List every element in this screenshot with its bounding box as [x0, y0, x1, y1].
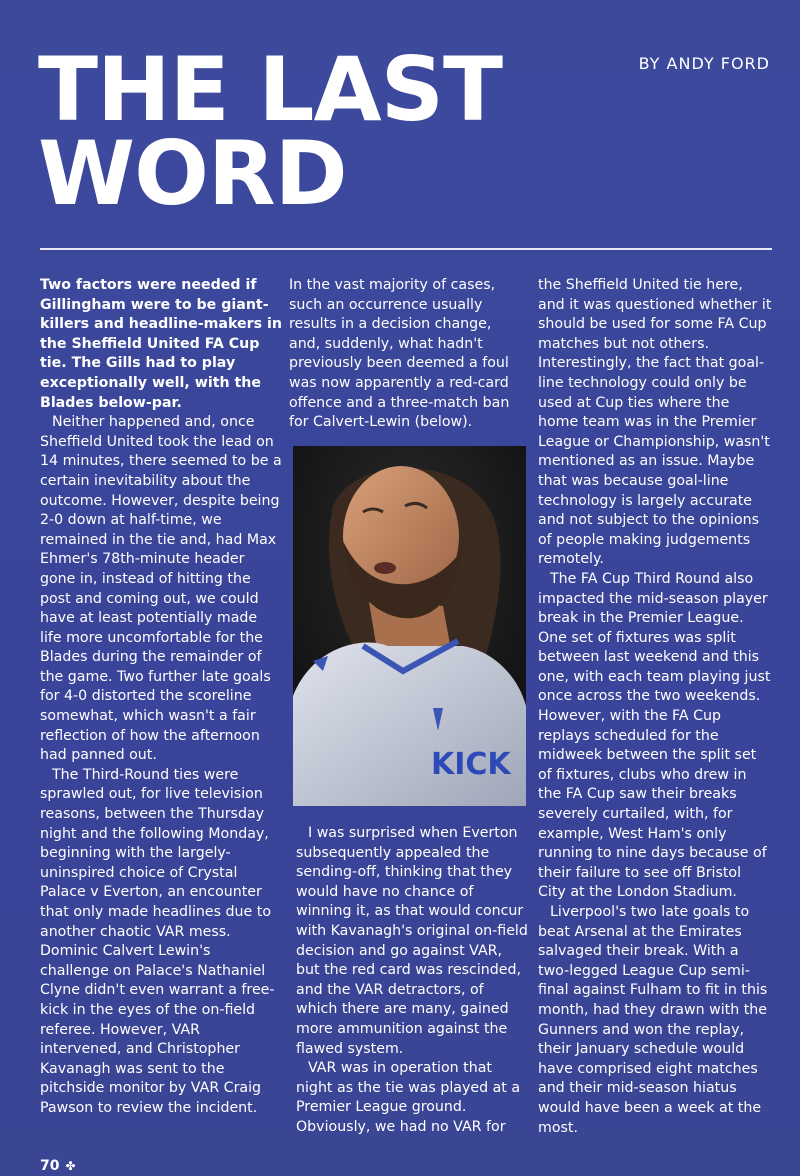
article-column-1 [40, 276, 282, 1119]
intro-paragraph: Two factors were needed if Gillingham were to be giant-killers and headline-makers in the Sheffield United FA Cup tie. The Gills had to play exceptionally well, with the Blades below-par. [40, 277, 282, 411]
body-paragraph: VAR was in operation that night as the tie was played at a Premier League ground. Obviously, we had no VAR for [296, 1060, 521, 1135]
title-line-2: WORD [38, 122, 347, 225]
body-paragraph: I was surprised when Everton subsequently appealed the sending-off, thinking that they would have no chance of winning it, as that would concur with Kavanagh's original on-field decision and go against VAR, but the red card was rescinded, and the VAR detractors, of which there are many, gained more ammunition against the flawed system. [296, 825, 528, 1057]
player-photo-illustration [293, 446, 526, 806]
body-paragraph: The Third-Round ties were sprawled out, for live television reasons, between the Thursday night and the following Monday, beginning with the largely-uninspired choice of Crystal Palace v Everton, an encounter that only made headlines due to another chaotic VAR mess. Dominic Calvert Lewin's challenge on Palace's Nathaniel Clyne didn't even warrant a free-kick in the eyes of the on-field referee. However, VAR intervened, and Christopher Kavanagh was sent to the pitchside monitor by VAR Craig Pawson to review the incident. [40, 766, 275, 1116]
page-footer [40, 1158, 76, 1174]
club-logo-icon: ✤ [65, 1159, 76, 1173]
author-byline: BY ANDY FORD [638, 54, 770, 73]
body-paragraph: Liverpool's two late goals to beat Arsenal at the Emirates salvaged their break. With a two-legged League Cup semi-final against Fulham to fit in this month, had they drawn with the Gunners and won the replay, their January schedule would have comprised eight matches and their mid-season hiatus would have been a week at the most. [538, 904, 768, 1136]
article-column-2-bottom [296, 824, 528, 1138]
header-divider [40, 248, 772, 250]
body-paragraph: Neither happened and, once Sheffield United took the lead on 14 minutes, there seemed to be a certain inevitability about the outcome. However, despite being 2-0 down at half-time, we remained in the tie and, had Max Ehmer's 78th-minute header gone in, instead of hitting the post and coming out, we could have at least potentially made life more uncomfortable for the Blades during the remainder of the game. Two further late goals for 4-0 distorted the scoreline somewhat, which wasn't a fair reflection of how the afternoon had panned out. [40, 414, 282, 764]
player-photo [293, 446, 526, 806]
shirt-sponsor-text: KICK [431, 747, 511, 782]
article-column-3 [538, 276, 772, 1138]
page-number: 70 [40, 1158, 60, 1174]
body-paragraph: In the vast majority of cases, such an occurrence usually results in a decision change, and, suddenly, what hadn't previously been deemed a foul was now apparently a red-card offence and a three-match ban for Calvert-Lewin (below). [289, 277, 510, 431]
body-paragraph: The FA Cup Third Round also impacted the mid-season player break in the Premier League. One set of fixtures was split between last weekend and this one, with each team playing just once across the two weekends. However, with the FA Cup replays scheduled for the midweek between the split set of fixtures, clubs who drew in the FA Cup saw their breaks severely curtailed, with, for example, West Ham's only running to nine days because of their failure to see off Bristol City at the London Stadium. [538, 570, 771, 901]
title-line-1: THE LAST [38, 38, 503, 141]
article-column-2-top [289, 276, 525, 433]
body-paragraph: the Sheffield United tie here, and it was questioned whether it should be used for some FA Cup matches but not others. Interestingly, the fact that goal-line technology could only be used at Cup ties where the home team was in the Premier League or Championship, wasn't mentioned as an issue. Maybe that was because goal-line technology is largely accurate and not subject to the opinions of people making judgements remotely. [538, 277, 772, 568]
page-title [38, 38, 503, 225]
